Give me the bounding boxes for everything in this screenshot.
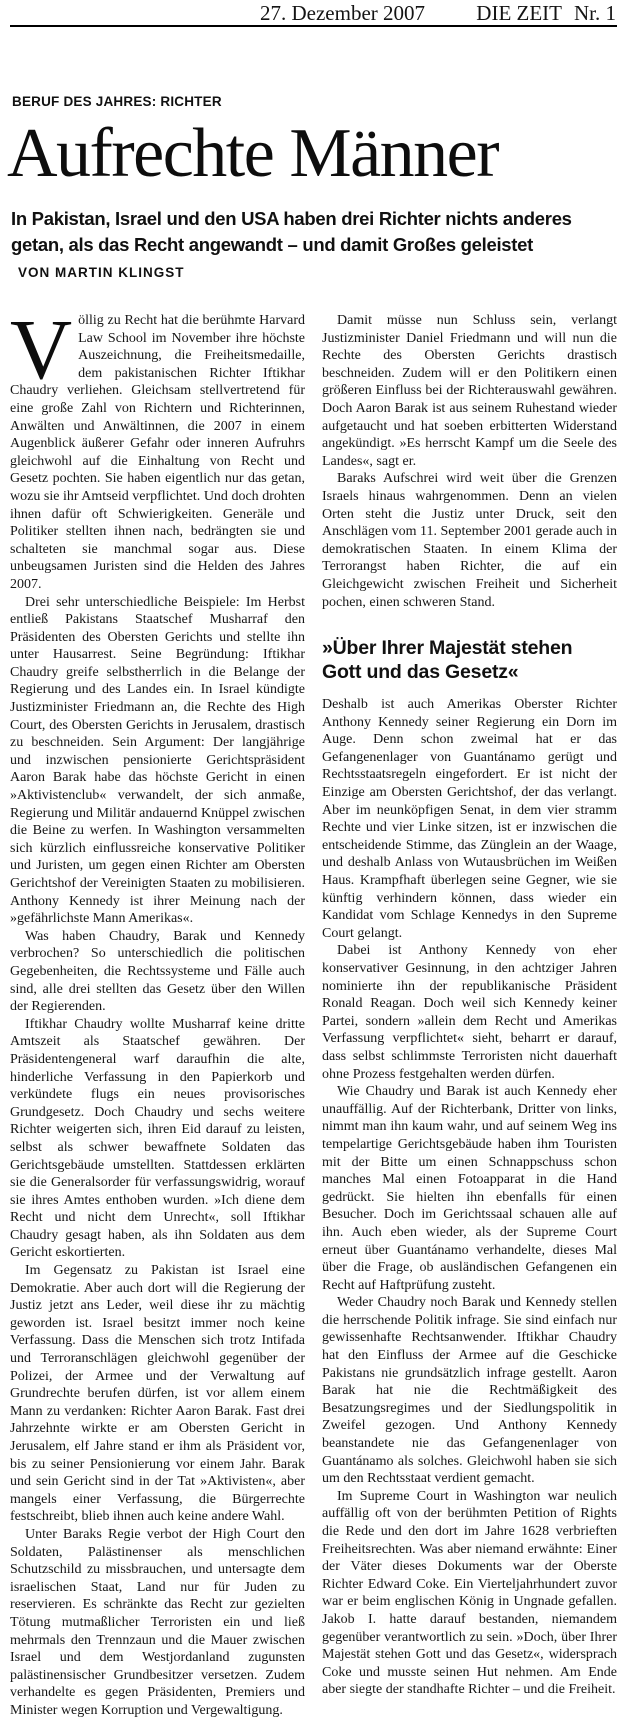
paragraph: Baraks Aufschrei wird weit über die Grenzen Israels hinaus wahrgenommen. Denn an vielen Orten steht die Justiz unter Druck, seit den Anschlägen vom 11. September 2001 gerade auch in demokratischen Staaten. In einem Klima der Terrorangst haben Richter, die auf ein Gleichgewicht zwischen Freiheit und Sicherheit pochen, einen schweren Stand. <box>322 471 617 610</box>
paragraph: Iftikhar Chaudry wollte Musharraf keine dritte Amtszeit als Staatschef gewähren. Der Präsidentengeneral warf daraufhin die alte, hinderliche Verfassung in den Papierkorb und verkündete flugs ein neues provisorisches Grundgesetz. Doch Chaudry und sechs weitere Richter weigerten sich, ihren Eid darauf zu leisten, selbst als schwer bewaffnete Soldaten das Gerichtsgebäude umstellten. Stattdessen erklärten sie die Generalsorder für verfassungswidrig, worauf sie ihres Amtes enthoben wurden. »Ich diene dem Recht und nicht dem Unrecht«, soll Iftikhar Chaudry gesagt haben, als ihn Soldaten aus dem Gericht eskortierten. <box>10 1016 305 1261</box>
paragraph: Damit müsse nun Schluss sein, verlangt Justizminister Daniel Friedmann und will nun die Rechte des Obersten Gerichts drastisch beschneiden. Zudem will er den Politikern einen größeren Einfluss bei der Richterauswahl gewähren. Doch Aaron Barak ist aus seinem Ruhestand wieder aufgetaucht und hat soeben erbitterten Widerstand angekündigt. »Es herrscht Kampf um die Seele des Landes«, sagt er. <box>322 313 617 469</box>
article-subhead <box>11 206 613 286</box>
crosshead-line2: Gott und das Gesetz« <box>322 661 519 684</box>
crosshead <box>322 636 617 684</box>
paragraph: Wie Chaudry und Barak ist auch Kennedy eher unauffällig. Auf der Richterbank, Dritter von links, nimmt man ihn kaum wahr, und auf seinem Weg ins tempelartige Gerichtsgebäude haben ihm Touristen mit der Bitte um einen Schnappschuss schon manches Mal einen Fotoapparat in die Hand gedrückt. Sie hielten ihn ebenfalls für einen Besucher. Doch im Gerichtssaal schauen alle auf ihn. Auch eben wieder, als der Supreme Court erneut über Guantánamo verhandelte, dieses Mal über die Frage, ob ausländischen Gefangenen ein Recht auf Haftprüfung zusteht. <box>322 1084 617 1293</box>
article-body <box>10 301 617 1720</box>
column-2 <box>322 312 617 1720</box>
paragraph: Unter Baraks Regie verbot der High Court den Soldaten, Palästinenser als menschlichen Schutzschild zu missbrauchen, und untersagte dem israelischen Staat, Land nur für Juden zu reservieren. Es schränkte das Recht zur gezielten Tötung mutmaßlicher Terroristen ein und ließ mehrmals den Trennzaun und die Mauer zwischen Israel und dem Westjordanland zugunsten palästinensischer Grundbesitzer versetzen. Zudem verhandelte es gegen Präsidenten, Premiers und Minister wegen Korruption und Vergewaltigung. <box>10 1526 305 1718</box>
paragraph: Was haben Chaudry, Barak und Kennedy verbrochen? So unterschiedlich die politischen Gegebenheiten, die Rechtssysteme und Fälle auch sind, alle drei stellten das Gesetz über den Willen der Regierenden. <box>10 928 305 1015</box>
paragraph <box>10 301 305 594</box>
masthead-date: 27. Dezember 2007 <box>260 1 426 25</box>
paragraph: Im Supreme Court in Washington war neulich auffällig oft von der berühmten Petition of Rights die Rede und den dort im Jahre 1628 verbrieften Freiheitsrechten. Was aber niemand erwähnte: Einer der Väter dieses Dokuments war der Oberste Richter Edward Coke. Ein Vierteljahrhundert zuvor war er beim englischen König in Ungnade gefallen. Jakob I. hatte darauf bestanden, niemandem gegenüber verantwortlich zu sein. »Doch, über Ihrer Majestät stehen Gott und das Gesetz«, widersprach Coke und musste seinen Hut nehmen. Am Ende aber siegte der standhafte Richter – und die Freiheit. <box>322 1488 617 1698</box>
crosshead-line1: »Über Ihrer Majestät stehen <box>322 637 573 660</box>
masthead-paper-title <box>476 1 616 26</box>
paragraph: Deshalb ist auch Amerikas Oberster Richter Anthony Kennedy seiner Regierung ein Dorn im Auge. Denn schon zweimal hat er das Gefangenenlager von Guantánamo gerügt und Rechtsstaatsregeln eingefordert. Er ist nicht der Einzige am Obersten Gerichtshof, der das verlangt. Aber im neunköpfigen Senat, in dem vier stramm Rechte und vier Linke sitzen, ist er inzwischen die entscheidende Stimme, das Zünglein an der Waage, und deshalb Anlass von Wutausbrüchen im Weißen Haus. Krampfhaft überlegen seine Gegner, wie sie künftig verhindern können, dass wieder ein Kandidat vom Schlage Kennedys in den Supreme Court gelangt. <box>322 697 617 941</box>
column-1 <box>10 301 305 1720</box>
masthead <box>10 0 617 27</box>
paragraph: Weder Chaudry noch Barak und Kennedy stellen die herrschende Politik infrage. Sie sind einfach nur gewissenhafte Rechtsanwender. Iftikhar Chaudry hat den Einfluss der Armee auf die Geschicke Pakistans nie grundsätzlich infrage gestellt. Aaron Barak hat nie die Rechtmäßigkeit des Besatzungsregimes und der Siedlungspolitik in Zweifel gezogen. Und Anthony Kennedy beanstandete nie das Gefangenenlager von Guantánamo als solches. Gleichwohl haben sie sich um den Rechtsstaat verdient gemacht. <box>322 1295 617 1487</box>
article-headline: Aufrechte Männer <box>7 115 499 192</box>
article-byline: VON MARTIN KLINGST <box>18 265 185 280</box>
article-kicker: BERUF DES JAHRES: RICHTER <box>12 94 222 109</box>
subhead-text: In Pakistan, Israel und den USA haben drei Richter nichts anderes getan, als das Recht angewandt – und damit Großes geleistet <box>11 208 572 255</box>
drop-cap: V <box>10 301 73 397</box>
paragraph: Drei sehr unterschiedliche Beispiele: Im Herbst entließ Pakistans Staatschef Musharraf den Präsidenten des Obersten Gerichts und stellte ihn unter Hausarrest. Seine Begründung: Iftikhar Chaudry greife selbstherrlich in die Belange der Regierung und des Landes ein. In Israel kündigte Justizminister Friedmann an, die Rechte des High Court, des Obersten Gerichts in Jerusalem, drastisch zu beschneiden. Sein Argument: Der langjährige und inzwischen pensionierte Gerichtspräsident Aaron Barak habe das höchste Gericht in einen »Aktivistenclub« verwandelt, der sich anmaße, Regierung und Militär andauernd Knüppel zwischen die Beine zu werfen. In Washington versammelten sich kürzlich einflussreiche konservative Politiker und Juristen, um gegen einen Richter am Obersten Gerichtshof der Vereinigten Staaten zu mobilisieren. Anthony Kennedy ist ihrer Meinung nach der »gefährlichste Mann Amerikas«. <box>10 594 305 927</box>
paragraph: Dabei ist Anthony Kennedy von eher konservativer Gesinnung, in den achtziger Jahren nominierte ihn der republikanische Präsident Ronald Reagan. Doch weil sich Kennedy keiner Partei, sondern »allein dem Recht und Amerikas Verfassung verpflichtet« sieht, beharrt er darauf, dass selbst schlimmste Terroristen nicht dauerhaft ohne Prozess festgehalten werden dürfen. <box>322 943 617 1082</box>
paper-name: DIE ZEIT <box>476 1 562 25</box>
issue-number: Nr. 1 <box>574 1 616 25</box>
paragraph: Im Gegensatz zu Pakistan ist Israel eine Demokratie. Aber auch dort will die Regierung der Justiz jetzt ans Leder, weil diese ihr zu mächtig geworden ist. Israel besitzt immer noch keine Verfassung. Dass die Menschen sich trotz Intifada und Terroranschlägen gleichwohl gegenüber der Polizei, der Armee und der Verwaltung auf Grundrechte berufen dürfen, ist vor allem einem Mann zu verdanken: Richter Aaron Barak. Fast drei Jahrzehnte wirkte er am Obersten Gericht in Jerusalem, elf Jahre stand er ihm als Präsident vor, bis zu seiner Pensionierung vor einem Jahr. Barak und sein Gericht sind in der Tat »Aktivisten«, aber mangels einer Verfassung, die Bürgerrechte festschreibt, blieb ihnen auch keine andere Wahl. <box>10 1263 305 1525</box>
paragraph-text: öllig zu Recht hat die berühmte Harvard Law School im November ihre höchste Auszeichnung, die Freiheitsmedaille, dem pakistanischen Richter Iftikhar Chaudry verliehen. Gleichsam stellvertretend für eine große Zahl von Richtern und Richterinnen, Anwälten und Anwältinnen, die 2007 in einem Augenblick äußerer Gefahr oder inneren Aufruhrs gleichwohl auf die Einhaltung von Recht und Gesetz pochten. Sie haben eigentlich nur das getan, wozu sie ihr Amtseid verpflichtet. Und doch drohten ihnen dafür oft Schwierigkeiten. Generäle und Politiker stellten ihnen nach, bedrängten sie und schalteten sie manchmal sogar aus. Diese unbeugsamen Juristen sind die Helden des Jahres 2007. <box>10 313 305 592</box>
